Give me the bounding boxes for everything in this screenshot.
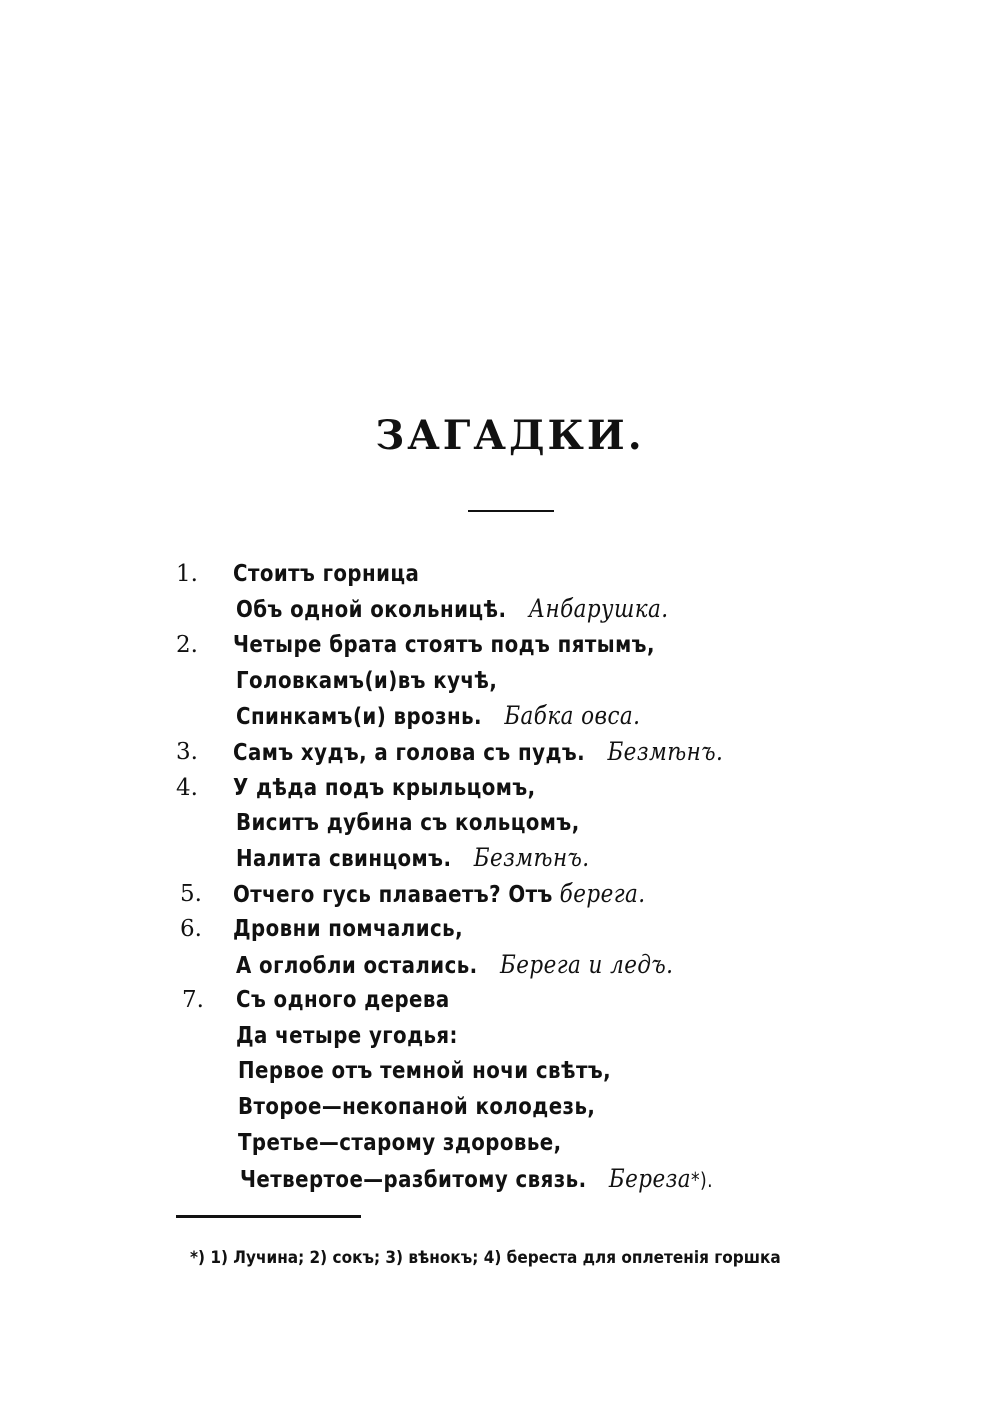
riddle-number: 6. (180, 916, 202, 942)
riddle-number: 2. (176, 632, 198, 658)
riddle-text: Налита свинцомъ. (236, 846, 452, 872)
riddle-answer: берега. (559, 879, 646, 908)
riddle-line: Второе—некопаной колодезь, (238, 1094, 596, 1120)
riddle-text: Отчего гусь плаваетъ? Отъ (233, 882, 553, 908)
riddle-number: 3. (176, 739, 198, 765)
riddle-line: Четыре брата стоятъ подъ пятымъ, (233, 632, 655, 658)
riddle-line: У дѣда подъ крыльцомъ, (233, 775, 536, 801)
riddle-line: Да четыре угодья: (236, 1023, 458, 1049)
riddle-number: 5. (180, 881, 202, 907)
riddle-line: Съ одного дерева (236, 987, 450, 1013)
riddle-line-with-answer (233, 876, 646, 912)
riddle-text: А оглобли остались. (236, 953, 478, 979)
riddle-line-with-answer (236, 591, 669, 627)
riddle-answer: Анбарушка. (528, 594, 669, 623)
riddle-text: Спинкамъ(и) врознь. (236, 704, 482, 730)
footnote-divider (176, 1215, 361, 1218)
riddle-line: Головкамъ(и)въ кучѣ, (236, 668, 498, 694)
riddle-number: 1. (176, 561, 198, 587)
title-divider (468, 510, 554, 512)
riddle-number: 7. (182, 987, 204, 1013)
riddle-text: Объ одной окольницѣ. (236, 597, 507, 623)
riddle-line: Стоитъ горница (233, 561, 420, 587)
riddle-answer: Безмѣнъ. (473, 843, 590, 872)
riddle-line-with-answer (233, 734, 723, 770)
riddle-line-with-answer (236, 947, 673, 983)
riddle-line-with-answer (236, 840, 590, 876)
footnote-marker: *). (691, 1168, 714, 1192)
riddle-number: 4. (176, 775, 198, 801)
footnote: *) 1) Лучина; 2) сокъ; 3) вѣнокъ; 4) береста для оплетенія горшка (190, 1248, 781, 1268)
riddle-text: Самъ худъ, а голова съ пудъ. (233, 740, 586, 766)
riddle-answer: Береза (608, 1164, 692, 1193)
riddle-line: Первое отъ темной ночи свѣтъ, (238, 1058, 612, 1084)
riddle-line: Третье—старому здоровье, (238, 1130, 562, 1156)
riddle-line: Дровни помчались, (233, 916, 464, 942)
riddle-text: Четвертое—разбитому связь. (240, 1167, 587, 1193)
riddle-answer: Берега и ледъ. (499, 950, 674, 979)
riddle-line: Виситъ дубина съ кольцомъ, (236, 810, 580, 836)
riddle-answer: Безмѣнъ. (607, 737, 724, 766)
page-title: ЗАГАДКИ. (375, 412, 645, 459)
riddle-line-with-answer (240, 1161, 713, 1197)
riddle-answer: Бабка овса. (504, 701, 641, 730)
riddle-line-with-answer (236, 698, 640, 734)
